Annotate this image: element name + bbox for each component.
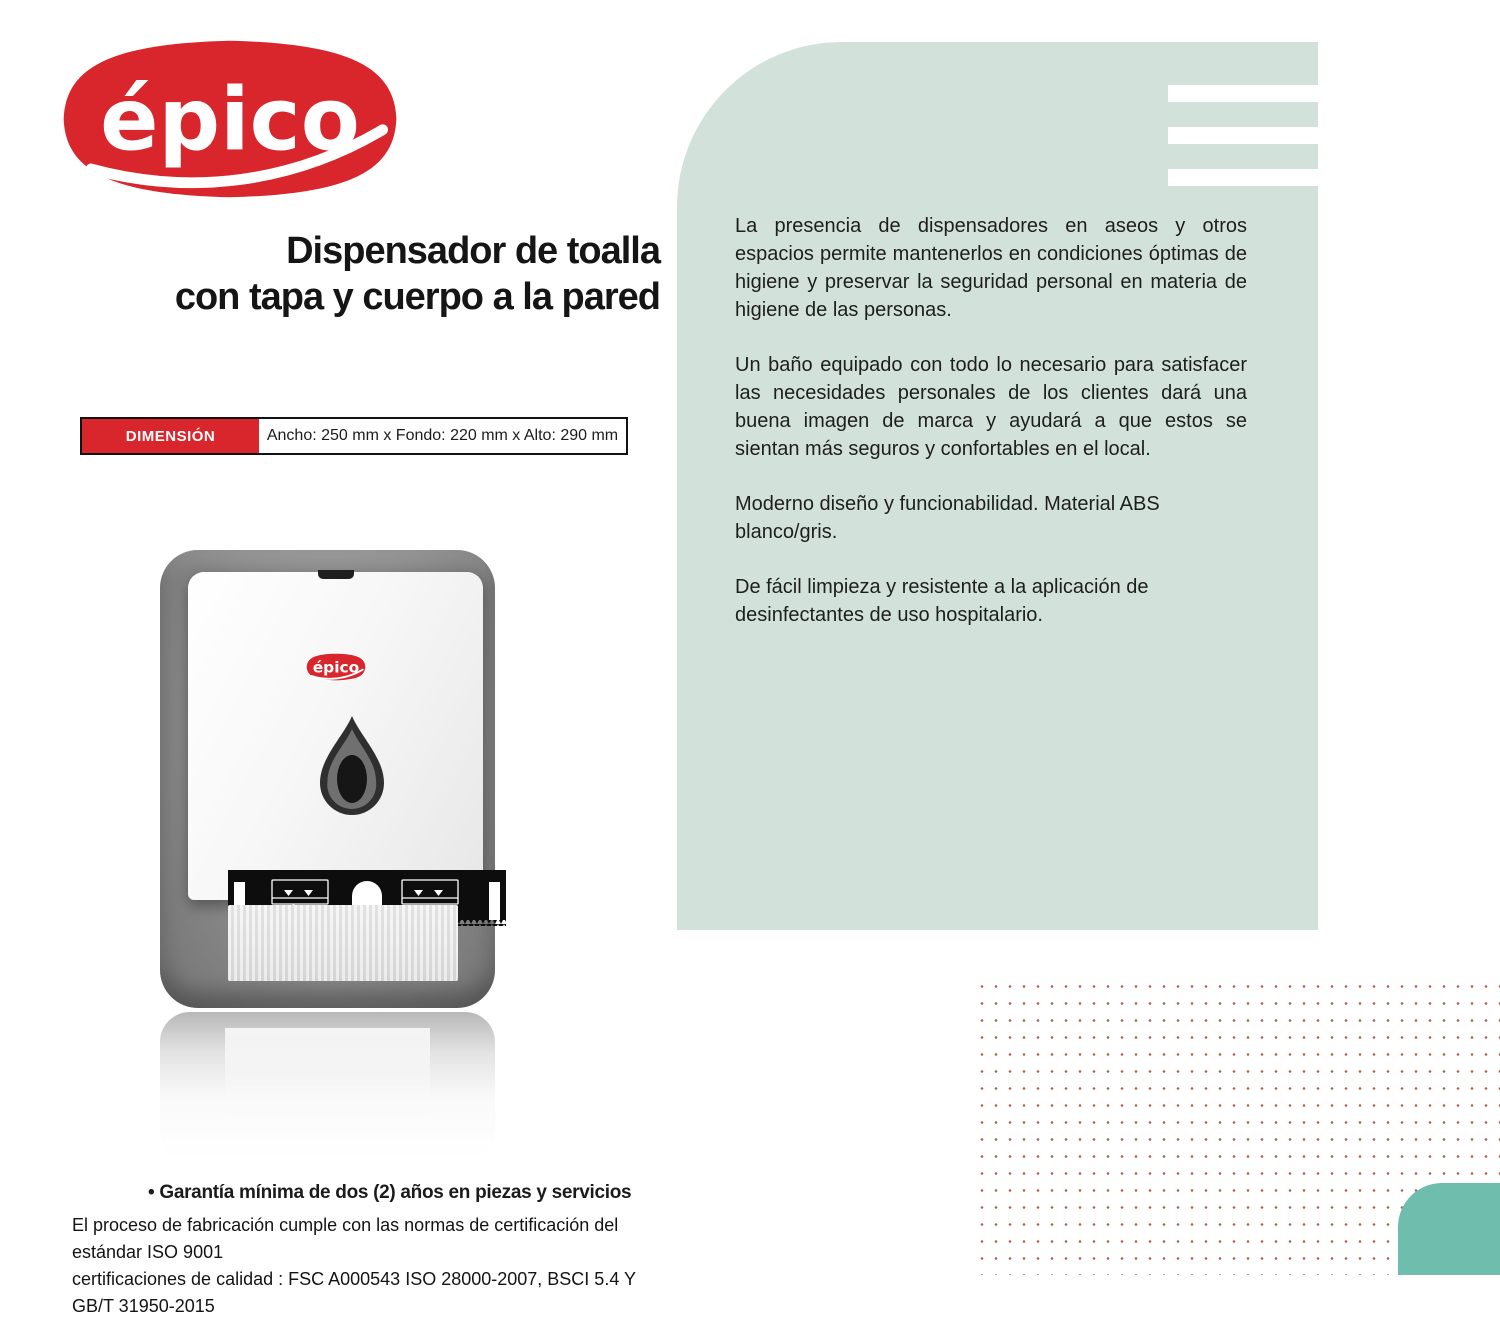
dispenser-brand-badge-icon	[304, 650, 368, 684]
dispenser-body	[188, 572, 483, 900]
description-text	[735, 212, 1247, 656]
certification-line1: El proceso de fabricación cumple con las normas de certificación del estándar ISO 9001	[72, 1215, 619, 1262]
bullet-icon: •	[148, 1182, 155, 1203]
product-photo	[160, 550, 495, 1008]
certification-line2: certificaciones de calidad : FSC A000543 ISO 28000-2007, BSCI 5.4 Y GB/T 31950-2015	[72, 1269, 636, 1316]
brand-logo-icon	[52, 28, 408, 210]
page-title-line1: Dispensador de toalla	[286, 230, 660, 272]
dispenser-badge-text: épico	[312, 658, 359, 677]
description-paragraph: La presencia de dispensadores en aseos y otros espacios permite mantenerlos en condiciones óptimas de higiene y preservar la seguridad personal en materia de higiene de las personas.	[735, 215, 1247, 321]
page-title	[60, 228, 660, 320]
decor-stripe	[1168, 127, 1330, 144]
teal-corner-decor	[1398, 1183, 1500, 1275]
teardrop-window-icon	[317, 713, 387, 817]
description-paragraph: Un baño equipado con todo lo necesario para satisfacer las necesidades personales de los clientes dará una buena imagen de marca y ayudará a que estos se sientan más seguros y confortables en el local.	[735, 354, 1247, 460]
warranty-text: Garantía mínima de dos (2) años en piezas y servicios	[159, 1182, 632, 1203]
decor-stripe	[1168, 169, 1330, 186]
paper-towel	[228, 905, 458, 981]
decor-stripe	[1168, 85, 1330, 102]
description-paragraph: De fácil limpieza y resistente a la aplicación de desinfectantes de uso hospitalario.	[735, 576, 1149, 626]
page-title-line2: con tapa y cuerpo a la pared	[174, 276, 660, 318]
description-paragraph: Moderno diseño y funcionabilidad. Material ABS blanco/gris.	[735, 493, 1160, 543]
warranty-note	[148, 1182, 631, 1204]
dimension-label: DIMENSIÓN	[82, 419, 259, 453]
photo-reflection-highlight	[225, 1028, 430, 1116]
certification-note	[72, 1212, 682, 1320]
dimension-bar	[80, 417, 628, 455]
brand-logo-text: épico	[100, 70, 360, 171]
photo-reflection	[160, 1012, 495, 1160]
dimension-value: Ancho: 250 mm x Fondo: 220 mm x Alto: 290 mm	[266, 427, 619, 444]
dispenser-lock-notch	[318, 570, 354, 579]
